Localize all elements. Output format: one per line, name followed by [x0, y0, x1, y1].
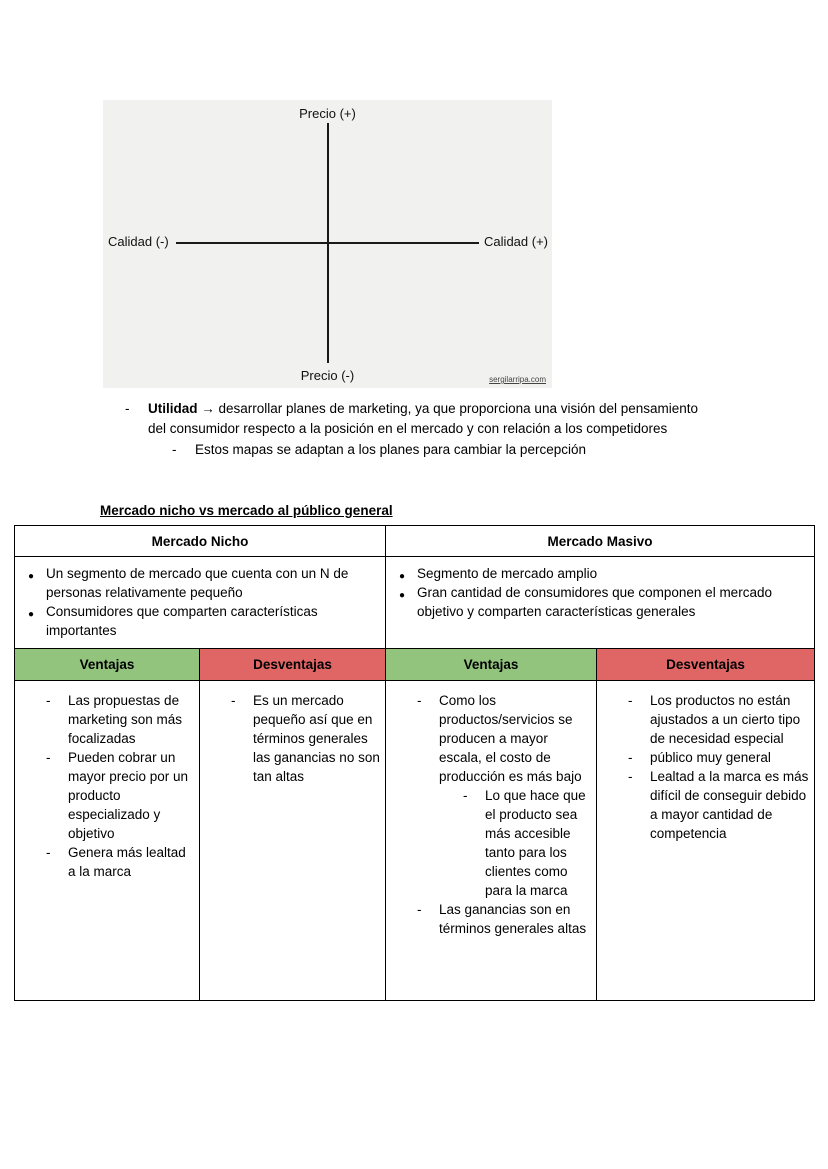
- nicho-desventajas-cell: [200, 681, 386, 1001]
- masivo-description-cell: [386, 557, 815, 649]
- list-item: - Las ganancias son en términos generales altas: [417, 900, 591, 938]
- list-item: - Genera más lealtad a la marca: [46, 843, 194, 881]
- list-item: - Los productos no están ajustados a un cierto tipo de necesidad especial: [628, 691, 809, 748]
- axis-label-calidad-negative: Calidad (-): [108, 234, 169, 249]
- list-item: [417, 691, 591, 900]
- list-item: ● Gran cantidad de consumidores que componen el mercado objetivo y comparten características generales: [399, 583, 809, 621]
- nicho-ventajas-header: Ventajas: [15, 649, 200, 681]
- watermark-text: sergilarripa.com: [489, 375, 546, 384]
- dash-bullet: -: [172, 442, 177, 457]
- nicho-ventajas-cell: [15, 681, 200, 1001]
- notes-section: [125, 399, 707, 460]
- list-item: ● Segmento de mercado amplio: [399, 564, 809, 583]
- table-description-row: [15, 557, 815, 649]
- perceptual-map-diagram: [103, 100, 552, 388]
- horizontal-axis-line: [176, 242, 479, 244]
- list-item: - Es un mercado pequeño así que en términos generales las ganancias no son tan altas: [231, 691, 380, 786]
- masivo-desventajas-header: Desventajas: [597, 649, 815, 681]
- axis-label-precio-positive: Precio (+): [299, 106, 356, 121]
- market-comparison-table: [14, 525, 815, 1001]
- masivo-ventajas-cell: [386, 681, 597, 1001]
- masivo-ventajas-list: [391, 691, 591, 938]
- list-item: ● Un segmento de mercado que cuenta con un N de personas relativamente pequeño: [28, 564, 380, 602]
- list-item: - Lealtad a la marca es más difícil de conseguir debido a mayor cantidad de competencia: [628, 767, 809, 843]
- table-subheader-row: [15, 649, 815, 681]
- list-item: ● Consumidores que comparten características importantes: [28, 602, 380, 640]
- header-mercado-masivo: Mercado Masivo: [386, 526, 815, 557]
- nicho-description-list: [20, 564, 380, 640]
- note-utilidad: [125, 399, 707, 439]
- dash-bullet: -: [125, 401, 130, 416]
- axis-label-precio-negative: Precio (-): [300, 368, 355, 383]
- note-sub-text: Estos mapas se adaptan a los planes para cambiar la percepción: [195, 442, 586, 457]
- list-item-text: Como los productos/servicios se producen a mayor escala, el costo de producción es más bajo: [439, 693, 582, 784]
- table-header-row: [15, 526, 815, 557]
- utilidad-bold-label: Utilidad: [148, 401, 198, 416]
- list-item: - Las propuestas de marketing son más focalizadas: [46, 691, 194, 748]
- list-item: - público muy general: [628, 748, 809, 767]
- masivo-description-list: [391, 564, 809, 621]
- table-content-row: [15, 681, 815, 1001]
- list-item: - Pueden cobrar un mayor precio por un producto especializado y objetivo: [46, 748, 194, 843]
- header-mercado-nicho: Mercado Nicho: [15, 526, 386, 557]
- section-heading: Mercado nicho vs mercado al público general: [100, 503, 393, 518]
- note-utilidad-text: [148, 399, 707, 439]
- masivo-ventajas-header: Ventajas: [386, 649, 597, 681]
- axis-label-calidad-positive: Calidad (+): [484, 234, 548, 249]
- list-item: - Lo que hace que el producto sea más accesible tanto para los clientes como para la marca: [463, 786, 591, 900]
- nicho-description-cell: [15, 557, 386, 649]
- nicho-desventajas-header: Desventajas: [200, 649, 386, 681]
- masivo-ventajas-sublist: [439, 786, 591, 900]
- nicho-ventajas-list: [20, 691, 194, 881]
- note-sub-bullet: [172, 440, 707, 460]
- utilidad-rest-text: → desarrollar planes de marketing, ya que proporciona una visión del pensamiento del consumidor respecto a la posición en el mercado y con relación a los competidores: [148, 401, 699, 436]
- nicho-desventajas-list: [205, 691, 380, 786]
- masivo-desventajas-list: [602, 691, 809, 843]
- masivo-desventajas-cell: [597, 681, 815, 1001]
